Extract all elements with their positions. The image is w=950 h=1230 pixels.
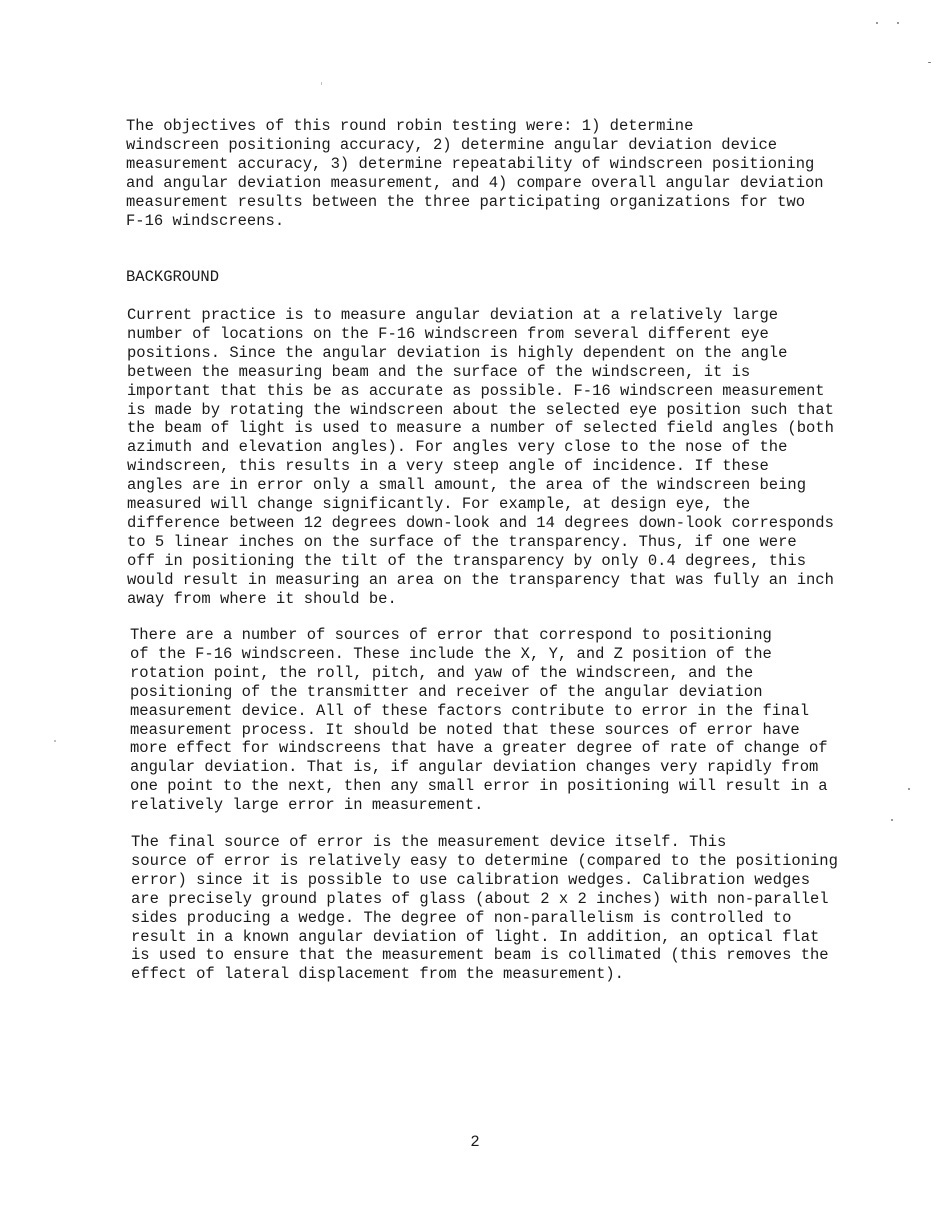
scan-speck <box>908 788 910 790</box>
scan-speck <box>928 62 931 63</box>
background-paragraph-2: There are a number of sources of error that correspond to positioning of the F-16 windscreen. These include the X, Y, and Z position of the rotation point, the roll, pitch, and yaw of the windscreen, and the positioning of the transmitter and receiver of the angular deviation measurement device. All of these factors contribute to error in the final measurement process. It should be noted that these sources of error have more effect for windscreens that have a greater degree of rate of change of angular deviation. That is, if angular deviation changes very rapidly from one point to the next, then any small error in positioning will result in a relatively large error in measurement. <box>130 626 828 815</box>
scan-speck <box>321 82 322 85</box>
background-paragraph-1: Current practice is to measure angular deviation at a relatively large number of locations on the F-16 windscreen from several different eye positions. Since the angular deviation is highly dependent on the angle between the measuring beam and the surface of the windscreen, it is important that this be as accurate as possible. F-16 windscreen measurement is made by rotating the windscreen about the selected eye position such that the beam of light is used to measure a number of selected field angles (both azimuth and elevation angles). For angles very close to the nose of the windscreen, this results in a very steep angle of incidence. If these angles are in error only a small amount, the area of the windscreen being measured will change significantly. For example, at design eye, the difference between 12 degrees down-look and 14 degrees down-look corresponds to 5 linear inches on the surface of the transparency. Thus, if one were off in positioning the tilt of the transparency by only 0.4 degrees, this would result in measuring an area on the transparency that was fully an inch away from where it should be. <box>127 306 834 608</box>
objectives-paragraph: The objectives of this round robin testing were: 1) determine windscreen positioning accuracy, 2) determine angular deviation device measurement accuracy, 3) determine repeatability of windscreen positioning and angular deviation measurement, and 4) compare overall angular deviation measurement results between the three participating organizations for two F-16 windscreens. <box>126 117 824 230</box>
page-number: 2 <box>470 1133 480 1151</box>
background-paragraph-3: The final source of error is the measurement device itself. This source of error is relatively easy to determine (compared to the positioning error) since it is possible to use calibration wedges. Calibration wedges are precisely ground plates of glass (about 2 x 2 inches) with non-parallel sides producing a wedge. The degree of non-parallelism is controlled to result in a known angular deviation of light. In addition, an optical flat is used to ensure that the measurement beam is collimated (this removes the effect of lateral displacement from the measurement). <box>131 833 838 984</box>
scan-speck <box>54 740 56 742</box>
scan-speck <box>897 22 899 24</box>
section-heading-background: BACKGROUND <box>126 268 220 286</box>
scan-speck <box>891 819 893 821</box>
scan-speck <box>876 22 878 24</box>
